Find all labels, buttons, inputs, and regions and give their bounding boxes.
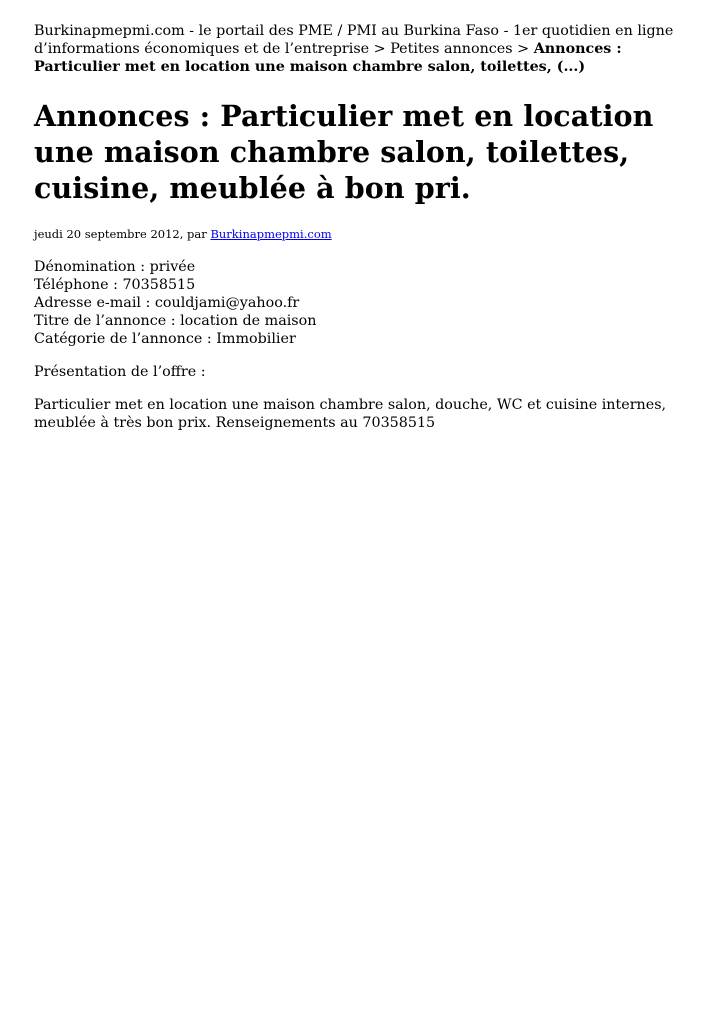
breadcrumb-section-link[interactable]: Petites annonces (390, 41, 513, 57)
article-byline (34, 227, 695, 241)
field-title: Titre de l’annonce : location de maison (34, 313, 317, 329)
announcement-fields (34, 258, 695, 348)
article-body: Particulier met en location une maison chambre salon, douche, WC et cuisine internes, meublée à très bon prix. Renseignements au 70358515 (34, 397, 667, 431)
breadcrumb-separator: > (517, 41, 530, 57)
field-telephone: Téléphone : 70358515 (34, 277, 196, 293)
field-email: Adresse e-mail : couldjami@yahoo.fr (34, 295, 300, 311)
breadcrumb (34, 22, 695, 76)
author-link[interactable]: Burkinapmepmi.com (210, 227, 332, 241)
field-denomination: Dénomination : privée (34, 259, 196, 275)
breadcrumb-separator: > (373, 41, 386, 57)
byline-date: jeudi 20 septembre 2012, par (34, 227, 207, 241)
presentation-label: Présentation de l’offre : (34, 364, 206, 380)
field-category: Catégorie de l’annonce : Immobilier (34, 331, 296, 347)
breadcrumb-current: Annonces : Particulier met en location une maison chambre salon, toilettes, (...) (34, 41, 622, 75)
breadcrumb-site-link[interactable]: Burkinapmepmi.com - le portail des PME / PMI au Burkina Faso - 1er quotidien en ligne d’informations économiques et de l’entreprise (34, 23, 674, 57)
article-title: Annonces : Particulier met en location une maison chambre salon, toilettes, cuisine, meublée à bon pri. (34, 99, 654, 205)
